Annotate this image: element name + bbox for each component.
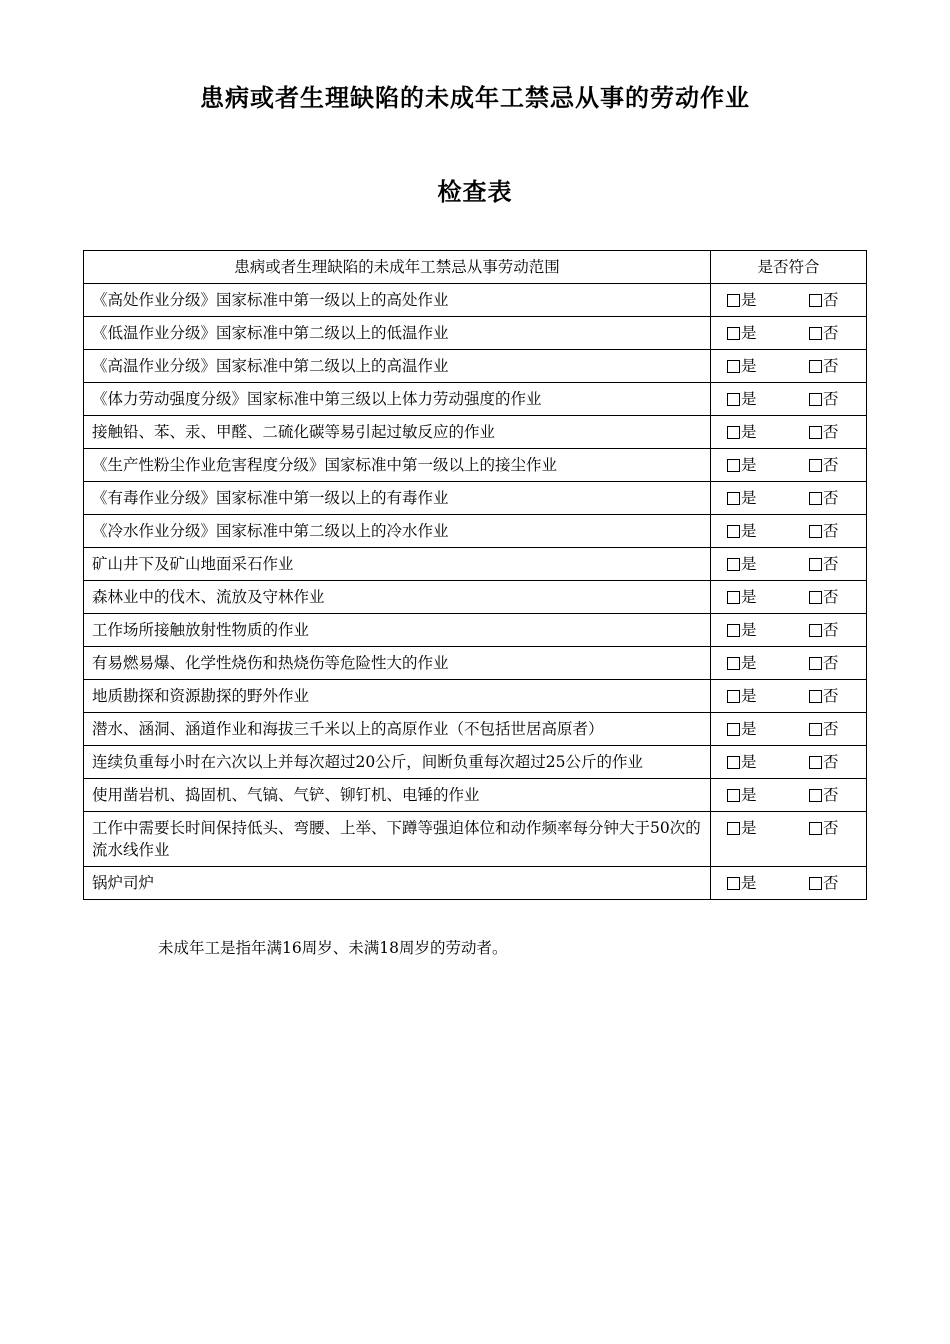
no-label: 否 (823, 874, 839, 892)
yes-label: 是 (741, 720, 757, 738)
no-label: 否 (823, 786, 839, 804)
compliance-cell (711, 284, 867, 317)
table-row (84, 867, 867, 900)
yes-option[interactable] (727, 487, 809, 509)
compliance-cell (711, 779, 867, 812)
yes-label: 是 (741, 687, 757, 705)
checkbox-icon[interactable] (809, 294, 822, 307)
checkbox-icon[interactable] (809, 591, 822, 604)
table-row (84, 746, 867, 779)
no-option[interactable] (809, 553, 839, 575)
no-option[interactable] (809, 520, 839, 542)
table-row (84, 284, 867, 317)
yes-option[interactable] (727, 454, 809, 476)
yes-label: 是 (741, 324, 757, 342)
table-row (84, 614, 867, 647)
yes-option[interactable] (727, 685, 809, 707)
range-item: 潜水、涵洞、涵道作业和海拔三千米以上的高原作业（不包括世居高原者） (84, 713, 711, 746)
yes-option[interactable] (727, 553, 809, 575)
no-option[interactable] (809, 751, 839, 773)
yes-option[interactable] (727, 388, 809, 410)
range-item: 使用凿岩机、捣固机、气镐、气铲、铆钉机、电锤的作业 (84, 779, 711, 812)
checklist-table (83, 250, 867, 900)
compliance-cell (711, 482, 867, 515)
checkbox-icon[interactable] (727, 327, 740, 340)
no-option[interactable] (809, 454, 839, 476)
yes-label: 是 (741, 654, 757, 672)
table-row (84, 647, 867, 680)
no-option[interactable] (809, 289, 839, 311)
yes-option[interactable] (727, 322, 809, 344)
range-item: 锅炉司炉 (84, 867, 711, 900)
no-label: 否 (823, 423, 839, 441)
yes-label: 是 (741, 874, 757, 892)
no-label: 否 (823, 456, 839, 474)
range-item: 工作中需要长时间保持低头、弯腰、上举、下蹲等强迫体位和动作频率每分钟大于50次的流水线作业 (84, 812, 711, 867)
yes-option[interactable] (727, 817, 809, 839)
range-item: 有易燃易爆、化学性烧伤和热烧伤等危险性大的作业 (84, 647, 711, 680)
range-item: 矿山井下及矿山地面采石作业 (84, 548, 711, 581)
compliance-cell (711, 614, 867, 647)
table-row (84, 317, 867, 350)
compliance-cell (711, 713, 867, 746)
table-row (84, 812, 867, 867)
no-option[interactable] (809, 817, 839, 839)
yes-label: 是 (741, 621, 757, 639)
compliance-cell (711, 515, 867, 548)
yes-option[interactable] (727, 289, 809, 311)
compliance-cell (711, 680, 867, 713)
no-label: 否 (823, 654, 839, 672)
checkbox-icon[interactable] (809, 657, 822, 670)
checkbox-icon[interactable] (727, 690, 740, 703)
table-row (84, 350, 867, 383)
checkbox-icon[interactable] (809, 459, 822, 472)
yes-label: 是 (741, 819, 757, 837)
range-item: 连续负重每小时在六次以上并每次超过20公斤，间断负重每次超过25公斤的作业 (84, 746, 711, 779)
checkbox-icon[interactable] (727, 756, 740, 769)
range-item: 《生产性粉尘作业危害程度分级》国家标准中第一级以上的接尘作业 (84, 449, 711, 482)
no-label: 否 (823, 819, 839, 837)
checkbox-icon[interactable] (727, 492, 740, 505)
compliance-cell (711, 317, 867, 350)
compliance-cell (711, 581, 867, 614)
header-compliance: 是否符合 (711, 251, 867, 284)
no-option[interactable] (809, 619, 839, 641)
yes-option[interactable] (727, 619, 809, 641)
no-label: 否 (823, 291, 839, 309)
yes-label: 是 (741, 423, 757, 441)
checkbox-icon[interactable] (809, 558, 822, 571)
checkbox-icon[interactable] (809, 624, 822, 637)
table-row (84, 581, 867, 614)
yes-option[interactable] (727, 652, 809, 674)
table-row (84, 515, 867, 548)
no-label: 否 (823, 522, 839, 540)
no-label: 否 (823, 687, 839, 705)
no-label: 否 (823, 555, 839, 573)
yes-label: 是 (741, 390, 757, 408)
table-header-row (84, 251, 867, 284)
compliance-cell (711, 383, 867, 416)
header-range: 患病或者生理缺陷的未成年工禁忌从事劳动范围 (84, 251, 711, 284)
range-item: 工作场所接触放射性物质的作业 (84, 614, 711, 647)
table-row (84, 383, 867, 416)
yes-label: 是 (741, 357, 757, 375)
no-label: 否 (823, 720, 839, 738)
yes-option[interactable] (727, 718, 809, 740)
table-row (84, 482, 867, 515)
yes-label: 是 (741, 456, 757, 474)
compliance-cell (711, 746, 867, 779)
yes-option[interactable] (727, 520, 809, 542)
yes-label: 是 (741, 522, 757, 540)
checkbox-icon[interactable] (809, 525, 822, 538)
range-item: 《低温作业分级》国家标准中第二级以上的低温作业 (84, 317, 711, 350)
yes-label: 是 (741, 555, 757, 573)
checkbox-icon[interactable] (727, 723, 740, 736)
checkbox-icon[interactable] (727, 426, 740, 439)
no-option[interactable] (809, 322, 839, 344)
checkbox-icon[interactable] (809, 756, 822, 769)
document-title: 患病或者生理缺陷的未成年工禁忌从事的劳动作业 (200, 84, 750, 112)
compliance-cell (711, 867, 867, 900)
yes-label: 是 (741, 786, 757, 804)
checkbox-icon[interactable] (727, 294, 740, 307)
range-item: 《冷水作业分级》国家标准中第二级以上的冷水作业 (84, 515, 711, 548)
range-item: 接触铅、苯、汞、甲醛、二硫化碳等易引起过敏反应的作业 (84, 416, 711, 449)
checkbox-icon[interactable] (727, 360, 740, 373)
checkbox-icon[interactable] (727, 393, 740, 406)
range-item: 森林业中的伐木、流放及守林作业 (84, 581, 711, 614)
checkbox-icon[interactable] (727, 591, 740, 604)
yes-option[interactable] (727, 784, 809, 806)
checkbox-icon[interactable] (727, 789, 740, 802)
yes-option[interactable] (727, 421, 809, 443)
no-option[interactable] (809, 784, 839, 806)
no-option[interactable] (809, 652, 839, 674)
yes-label: 是 (741, 291, 757, 309)
compliance-cell (711, 548, 867, 581)
compliance-cell (711, 812, 867, 867)
table-row (84, 779, 867, 812)
table-row (84, 680, 867, 713)
yes-option[interactable] (727, 586, 809, 608)
checkbox-icon[interactable] (809, 360, 822, 373)
range-item: 《高温作业分级》国家标准中第二级以上的高温作业 (84, 350, 711, 383)
compliance-cell (711, 416, 867, 449)
yes-label: 是 (741, 489, 757, 507)
no-label: 否 (823, 588, 839, 606)
range-item: 《有毒作业分级》国家标准中第一级以上的有毒作业 (84, 482, 711, 515)
no-label: 否 (823, 753, 839, 771)
checkbox-icon[interactable] (727, 657, 740, 670)
checkbox-icon[interactable] (809, 789, 822, 802)
checkbox-icon[interactable] (809, 327, 822, 340)
no-label: 否 (823, 621, 839, 639)
no-label: 否 (823, 390, 839, 408)
no-option[interactable] (809, 685, 839, 707)
no-option[interactable] (809, 421, 839, 443)
table-row (84, 548, 867, 581)
no-option[interactable] (809, 355, 839, 377)
table-row (84, 416, 867, 449)
no-option[interactable] (809, 718, 839, 740)
no-label: 否 (823, 489, 839, 507)
checkbox-icon[interactable] (809, 822, 822, 835)
yes-label: 是 (741, 753, 757, 771)
range-item: 地质勘探和资源勘探的野外作业 (84, 680, 711, 713)
footnote: 未成年工是指年满16周岁、未满18周岁的劳动者。 (158, 939, 508, 957)
checkbox-icon[interactable] (727, 459, 740, 472)
checkbox-icon[interactable] (727, 624, 740, 637)
checkbox-icon[interactable] (727, 525, 740, 538)
no-label: 否 (823, 357, 839, 375)
checkbox-icon[interactable] (727, 822, 740, 835)
checkbox-icon[interactable] (809, 393, 822, 406)
checkbox-icon[interactable] (809, 877, 822, 890)
checkbox-icon[interactable] (809, 492, 822, 505)
table-row (84, 713, 867, 746)
yes-option[interactable] (727, 872, 809, 894)
yes-option[interactable] (727, 355, 809, 377)
checkbox-icon[interactable] (727, 877, 740, 890)
yes-option[interactable] (727, 751, 809, 773)
no-option[interactable] (809, 487, 839, 509)
no-option[interactable] (809, 388, 839, 410)
table-row (84, 449, 867, 482)
checkbox-icon[interactable] (809, 426, 822, 439)
document-subtitle: 检查表 (437, 178, 513, 206)
no-option[interactable] (809, 586, 839, 608)
compliance-cell (711, 350, 867, 383)
range-item: 《高处作业分级》国家标准中第一级以上的高处作业 (84, 284, 711, 317)
checkbox-icon[interactable] (727, 558, 740, 571)
checkbox-icon[interactable] (809, 690, 822, 703)
no-option[interactable] (809, 872, 839, 894)
no-label: 否 (823, 324, 839, 342)
compliance-cell (711, 449, 867, 482)
yes-label: 是 (741, 588, 757, 606)
checkbox-icon[interactable] (809, 723, 822, 736)
range-item: 《体力劳动强度分级》国家标准中第三级以上体力劳动强度的作业 (84, 383, 711, 416)
compliance-cell (711, 647, 867, 680)
